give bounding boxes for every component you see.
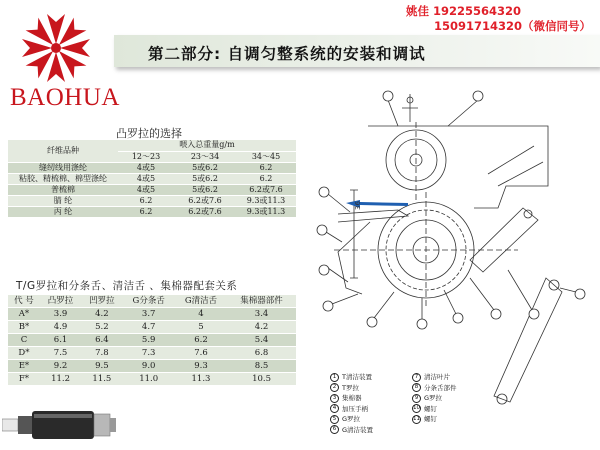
legend-label: 加压手柄: [342, 404, 368, 413]
legend-number: 4: [330, 404, 339, 413]
legend-number: 1: [330, 373, 339, 382]
table-header-cell: 凸罗拉: [40, 295, 81, 308]
table-row: [8, 334, 296, 347]
table-cell: 4或5: [118, 184, 174, 195]
table-cell: 缝纫线用涤纶: [8, 162, 118, 173]
table1-range: 34～45: [236, 151, 296, 162]
table-cell: 5.9: [123, 334, 175, 347]
page-title: 第二部分: 自调匀整系统的安装和调试: [148, 45, 426, 63]
legend-item: [330, 393, 373, 404]
contact-info: [376, 4, 598, 34]
table-cell: 3.9: [40, 308, 81, 321]
table-cell: 11.3: [175, 373, 227, 386]
legend-label: G罗拉: [342, 415, 361, 424]
table-cell: 4或5: [118, 173, 174, 184]
legend-item: [412, 383, 457, 394]
table-cell: 5或6.2: [174, 184, 236, 195]
table-cell: 6.2: [236, 162, 296, 173]
legend-number: 5: [330, 415, 339, 424]
table-cell: 10.5: [227, 373, 296, 386]
table2-caption: T/G罗拉和分条舌、清洁舌 、集棉器配套关系: [16, 280, 238, 292]
table-cell: A*: [8, 308, 40, 321]
table-row: [8, 308, 296, 321]
legend-item: [330, 425, 373, 436]
legend-label: 螺钉: [424, 415, 437, 424]
table-cell: 9.3: [175, 360, 227, 373]
table-cell: 4.7: [123, 321, 175, 334]
table-cell: C: [8, 334, 40, 347]
table-cell: 4.2: [81, 308, 122, 321]
legend-label: G清洁装置: [342, 425, 374, 434]
legend-label: 分条舌部件: [424, 383, 457, 392]
convex-roller-table: [8, 140, 296, 218]
drawing-legend-right: [412, 372, 457, 425]
table1-header-row: [8, 140, 296, 151]
table-cell: 9.0: [123, 360, 175, 373]
legend-number: 6: [330, 425, 339, 434]
legend-number: 9: [412, 394, 421, 403]
roller-matching-table: [8, 295, 296, 386]
table-cell: D*: [8, 347, 40, 360]
legend-number: 7: [412, 373, 421, 382]
table-cell: 4.2: [227, 321, 296, 334]
table-cell: 7.3: [123, 347, 175, 360]
table-cell: 6.8: [227, 347, 296, 360]
table-cell: 3.7: [123, 308, 175, 321]
dimension-label: 36: [354, 201, 362, 210]
legend-item: [412, 393, 457, 404]
table-cell: 9.2: [40, 360, 81, 373]
table-row: [8, 195, 296, 206]
table-cell: 11.2: [40, 373, 81, 386]
table-cell: 7.6: [175, 347, 227, 360]
table-cell: 6.2或7.6: [236, 184, 296, 195]
table-row: [8, 373, 296, 386]
table1-caption: 凸罗拉的选择: [116, 127, 182, 140]
table-cell: 4或5: [118, 162, 174, 173]
table-cell: 丙 纶: [8, 206, 118, 217]
table1-range: 23～34: [174, 151, 236, 162]
table-cell: 4.9: [40, 321, 81, 334]
table-cell: 4: [175, 308, 227, 321]
drawing-legend-left: [330, 372, 373, 435]
legend-item: [412, 404, 457, 415]
table-row: [8, 347, 296, 360]
table-cell: 粘胶、精梳棉、棉型涤纶: [8, 173, 118, 184]
table-cell: 6.2或7.6: [174, 206, 236, 217]
table-cell: E*: [8, 360, 40, 373]
legend-number: 11: [413, 415, 420, 422]
table-cell: 7.5: [40, 347, 81, 360]
table-cell: 8.5: [227, 360, 296, 373]
table-cell: 5或6.2: [174, 162, 236, 173]
table-header-cell: 凹罗拉: [81, 295, 122, 308]
legend-label: 集棉器: [342, 394, 362, 403]
table-cell: F*: [8, 373, 40, 386]
table-cell: 9.3或11.3: [236, 195, 296, 206]
brand-name: BAOHUA: [10, 84, 120, 111]
legend-label: T罗拉: [342, 383, 359, 392]
table-cell: 普梳棉: [8, 184, 118, 195]
table1-range: 12～23: [118, 151, 174, 162]
table-header-cell: 集棉器部件: [227, 295, 296, 308]
legend-label: 清洁叶片: [424, 373, 450, 382]
table-row: [8, 184, 296, 195]
table-cell: 6.2: [118, 195, 174, 206]
table-cell: 5: [175, 321, 227, 334]
sensor-tube-image: [2, 405, 116, 445]
legend-item: [412, 414, 457, 425]
legend-label: G罗拉: [424, 394, 443, 403]
legend-number: 3: [330, 394, 339, 403]
legend-number: 2: [330, 383, 339, 392]
table-cell: 11.0: [123, 373, 175, 386]
table-header-cell: G分条舌: [123, 295, 175, 308]
table-cell: 腈 纶: [8, 195, 118, 206]
table-cell: 3.4: [227, 308, 296, 321]
table-cell: 5或6.2: [174, 173, 236, 184]
legend-item: [330, 414, 373, 425]
table-row: [8, 162, 296, 173]
table1-header-fiber: 纤维品种: [8, 140, 118, 162]
legend-label: 螺钉: [424, 404, 437, 413]
legend-item: [330, 404, 373, 415]
table-cell: 6.1: [40, 334, 81, 347]
table-cell: 6.2: [236, 173, 296, 184]
contact-line-2: 15091714320（微信同号）: [434, 19, 592, 33]
legend-item: [330, 372, 373, 383]
table-cell: B*: [8, 321, 40, 334]
legend-label: T清洁装置: [342, 373, 372, 382]
table-header-cell: 代 号: [8, 295, 40, 308]
table-cell: 11.5: [81, 373, 122, 386]
table-header-cell: G清洁舌: [175, 295, 227, 308]
table-cell: 9.3或11.3: [236, 206, 296, 217]
table-row: [8, 321, 296, 334]
table-row: [8, 360, 296, 373]
contact-line-1: 姚佳 19225564320: [406, 4, 522, 18]
legend-number: 10: [413, 405, 420, 412]
table-row: [8, 206, 296, 217]
table-cell: 6.2: [175, 334, 227, 347]
table1-header-weight: 喂入总重量g/m: [118, 140, 296, 151]
table-cell: 6.2: [118, 206, 174, 217]
legend-number: 8: [412, 383, 421, 392]
table2-header-row: [8, 295, 296, 308]
table-row: [8, 173, 296, 184]
legend-item: [330, 383, 373, 394]
table-cell: 6.2或7.6: [174, 195, 236, 206]
table-cell: 5.4: [227, 334, 296, 347]
table-cell: 9.5: [81, 360, 122, 373]
table-cell: 6.4: [81, 334, 122, 347]
legend-item: [412, 372, 457, 383]
table-cell: 7.8: [81, 347, 122, 360]
table-cell: 5.2: [81, 321, 122, 334]
